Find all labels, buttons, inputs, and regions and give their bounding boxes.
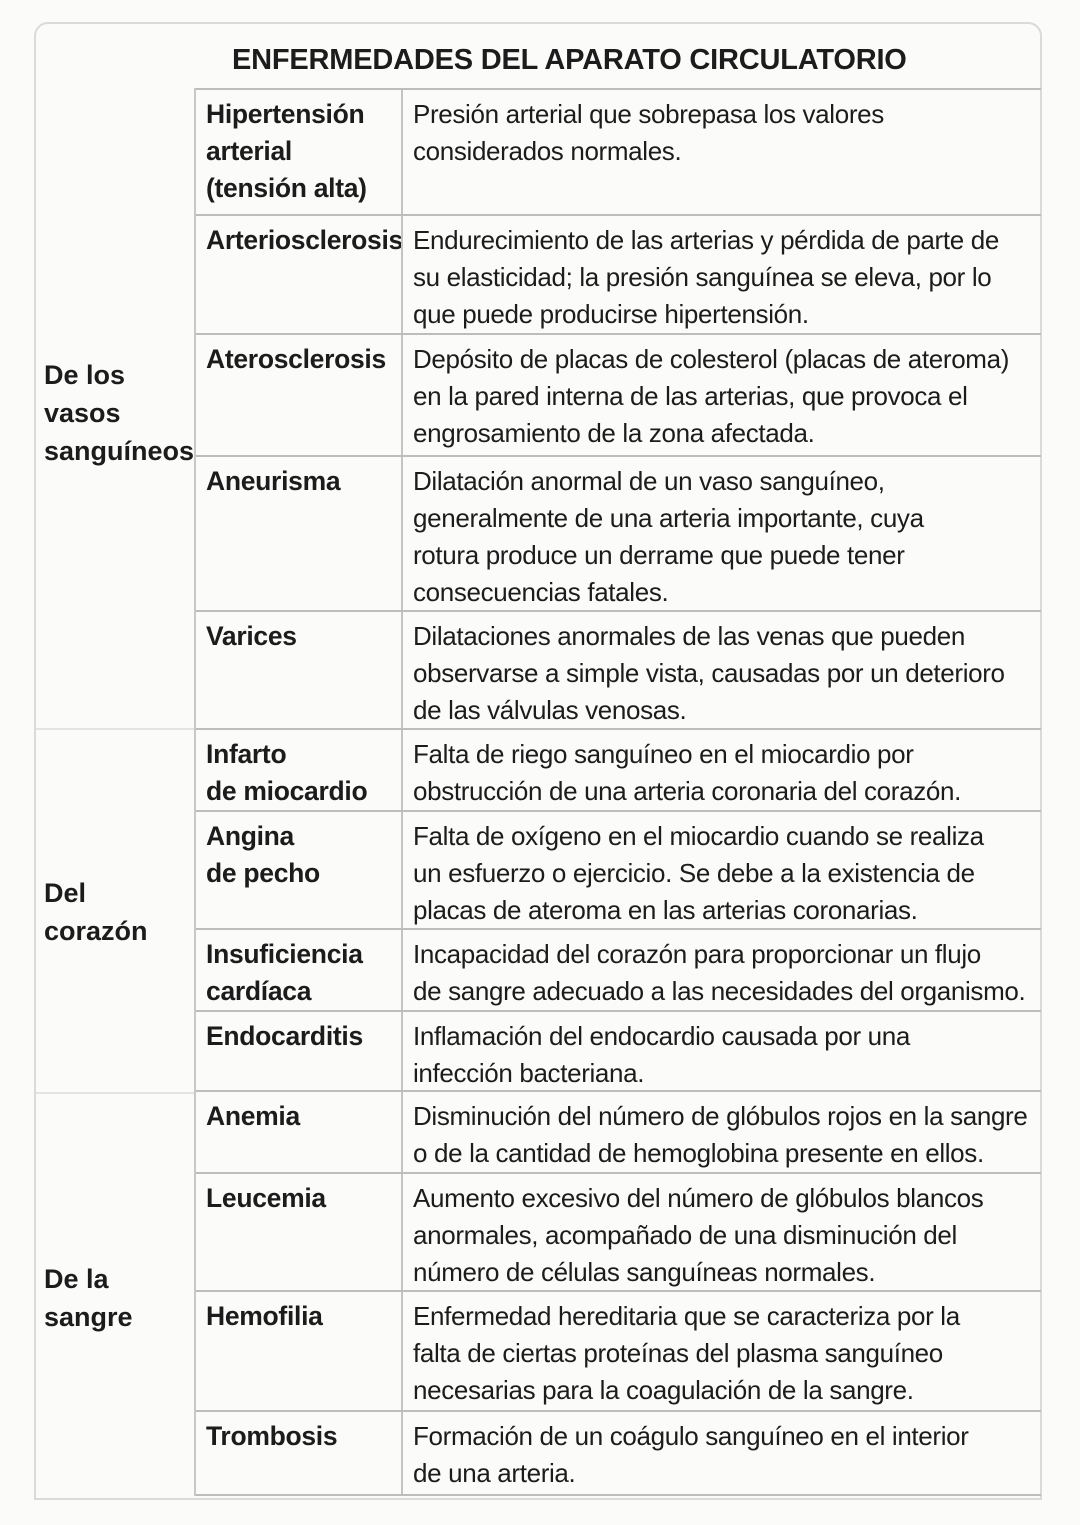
disease-definition bbox=[413, 463, 1035, 611]
definition-line: Inflamación del endocardio causada por una bbox=[413, 1021, 910, 1051]
disease-name bbox=[206, 1018, 398, 1055]
definition-line: de una arteria. bbox=[413, 1458, 576, 1488]
definition-line: Formación de un coágulo sanguíneo en el interior bbox=[413, 1421, 969, 1451]
definition-line: Aumento excesivo del número de glóbulos blancos bbox=[413, 1183, 984, 1213]
definition-line: número de células sanguíneas normales. bbox=[413, 1257, 876, 1287]
table-row bbox=[196, 1410, 1041, 1496]
disease-name bbox=[206, 1418, 398, 1455]
disease-name-line: Aterosclerosis bbox=[206, 344, 386, 374]
disease-name-line: arterial bbox=[206, 136, 292, 166]
definition-line: Endurecimiento de las arterias y pérdida de parte de bbox=[413, 225, 999, 255]
table-row bbox=[196, 333, 1041, 455]
table-row bbox=[196, 810, 1041, 928]
disease-definition bbox=[413, 1298, 1035, 1409]
disease-name bbox=[206, 222, 403, 259]
category-line: De los bbox=[44, 360, 126, 390]
table-row bbox=[196, 455, 1041, 610]
table-row bbox=[196, 728, 1041, 810]
column-divider bbox=[401, 335, 403, 455]
disease-name-line: Anemia bbox=[206, 1101, 300, 1131]
disease-definition bbox=[413, 341, 1035, 452]
column-divider bbox=[401, 216, 403, 333]
disease-name bbox=[206, 936, 398, 1010]
disease-definition bbox=[413, 1098, 1035, 1172]
disease-name-line: Insuficiencia bbox=[206, 939, 363, 969]
column-divider bbox=[401, 1092, 403, 1172]
definition-line: consecuencias fatales. bbox=[413, 577, 669, 607]
disease-name bbox=[206, 1180, 398, 1217]
disease-definition bbox=[413, 1018, 1035, 1092]
disease-name-line: de miocardio bbox=[206, 776, 368, 806]
definition-line: Falta de oxígeno en el miocardio cuando se realiza bbox=[413, 821, 984, 851]
definition-line: Dilatación anormal de un vaso sanguíneo, bbox=[413, 466, 885, 496]
table-row bbox=[196, 88, 1041, 214]
disease-name-line: Aneurisma bbox=[206, 466, 341, 496]
column-divider bbox=[401, 90, 403, 214]
column-divider bbox=[401, 1012, 403, 1090]
disease-name bbox=[206, 341, 398, 378]
disease-name-line: Leucemia bbox=[206, 1183, 326, 1213]
definition-line: un esfuerzo o ejercicio. Se debe a la existencia de bbox=[413, 858, 975, 888]
table-row bbox=[196, 1090, 1041, 1172]
disease-name bbox=[206, 618, 398, 655]
disease-definition bbox=[413, 96, 1035, 170]
definition-line: o de la cantidad de hemoglobina presente en ellos. bbox=[413, 1138, 984, 1168]
column-divider bbox=[401, 930, 403, 1010]
definition-line: engrosamiento de la zona afectada. bbox=[413, 418, 815, 448]
column-divider bbox=[401, 612, 403, 728]
definition-line: Dilataciones anormales de las venas que pueden bbox=[413, 621, 965, 651]
definition-line: falta de ciertas proteínas del plasma sanguíneo bbox=[413, 1338, 943, 1368]
disease-name-line: Arteriosclerosis bbox=[206, 225, 403, 255]
disease-name bbox=[206, 1298, 398, 1335]
definition-line: Incapacidad del corazón para proporcionar un flujo bbox=[413, 939, 981, 969]
disease-definition bbox=[413, 1418, 1035, 1492]
table-row bbox=[196, 1172, 1041, 1290]
disease-name-line: de pecho bbox=[206, 858, 320, 888]
category-line: vasos bbox=[44, 398, 121, 428]
definition-line: Falta de riego sanguíneo en el miocardio por bbox=[413, 739, 914, 769]
definition-line: Presión arterial que sobrepasa los valores bbox=[413, 99, 884, 129]
category-sangre bbox=[44, 1260, 133, 1336]
category-line: corazón bbox=[44, 916, 148, 946]
category-line: Del bbox=[44, 878, 87, 908]
disease-definition bbox=[413, 222, 1035, 333]
table-row bbox=[196, 1010, 1041, 1090]
definition-line: generalmente de una arteria importante, cuya bbox=[413, 503, 924, 533]
column-divider bbox=[401, 1174, 403, 1290]
definition-line: en la pared interna de las arterias, que provoca el bbox=[413, 381, 968, 411]
disease-name-line: Trombosis bbox=[206, 1421, 338, 1451]
disease-name bbox=[206, 463, 398, 500]
column-divider bbox=[401, 812, 403, 928]
column-divider bbox=[401, 1292, 403, 1410]
column-divider bbox=[401, 730, 403, 810]
disease-name-line: cardíaca bbox=[206, 976, 312, 1006]
disease-name-line: Angina bbox=[206, 821, 294, 851]
disease-name bbox=[206, 736, 398, 810]
definition-line: necesarias para la coagulación de la sangre. bbox=[413, 1375, 914, 1405]
definition-line: de sangre adecuado a las necesidades del organismo. bbox=[413, 976, 1026, 1006]
disease-definition bbox=[413, 618, 1035, 729]
disease-name bbox=[206, 818, 398, 892]
definition-line: Disminución del número de glóbulos rojos en la sangre bbox=[413, 1101, 1028, 1131]
definition-line: de las válvulas venosas. bbox=[413, 695, 687, 725]
definition-line: placas de ateroma en las arterias coronarias. bbox=[413, 895, 918, 925]
table-row bbox=[196, 610, 1041, 728]
disease-definition bbox=[413, 936, 1035, 1010]
definition-line: rotura produce un derrame que puede tener bbox=[413, 540, 905, 570]
table-row bbox=[196, 928, 1041, 1010]
definition-line: anormales, acompañado de una disminución del bbox=[413, 1220, 957, 1250]
page-title: ENFERMEDADES DEL APARATO CIRCULATORIO bbox=[232, 44, 907, 76]
category-corazon bbox=[44, 874, 148, 950]
definition-line: observarse a simple vista, causadas por un deterioro bbox=[413, 658, 1005, 688]
disease-name bbox=[206, 1098, 398, 1135]
disease-name-line: Varices bbox=[206, 621, 297, 651]
definition-line: Depósito de placas de colesterol (placas de ateroma) bbox=[413, 344, 1010, 374]
definition-line: considerados normales. bbox=[413, 136, 682, 166]
disease-name-line: Hemofilia bbox=[206, 1301, 323, 1331]
definition-line: que puede producirse hipertensión. bbox=[413, 299, 809, 329]
column-divider bbox=[401, 1412, 403, 1494]
disease-name-line: Endocarditis bbox=[206, 1021, 363, 1051]
definition-line: infección bacteriana. bbox=[413, 1058, 645, 1088]
definition-line: su elasticidad; la presión sanguínea se eleva, por lo bbox=[413, 262, 992, 292]
category-separator bbox=[36, 1092, 194, 1094]
disease-definition bbox=[413, 818, 1035, 929]
column-divider bbox=[401, 457, 403, 610]
definition-line: obstrucción de una arteria coronaria del corazón. bbox=[413, 776, 961, 806]
disease-name bbox=[206, 96, 398, 207]
disease-name-line: (tensión alta) bbox=[206, 173, 367, 203]
category-vasos bbox=[44, 356, 194, 470]
disease-name-line: Hipertensión bbox=[206, 99, 365, 129]
definition-line: Enfermedad hereditaria que se caracteriza por la bbox=[413, 1301, 960, 1331]
category-separator bbox=[36, 728, 194, 730]
category-line: sanguíneos bbox=[44, 436, 195, 466]
disease-definition bbox=[413, 1180, 1035, 1291]
disease-definition bbox=[413, 736, 1035, 810]
category-line: De la bbox=[44, 1264, 109, 1294]
category-line: sangre bbox=[44, 1302, 133, 1332]
table-row bbox=[196, 214, 1041, 333]
table-row bbox=[196, 1290, 1041, 1410]
disease-name-line: Infarto bbox=[206, 739, 287, 769]
